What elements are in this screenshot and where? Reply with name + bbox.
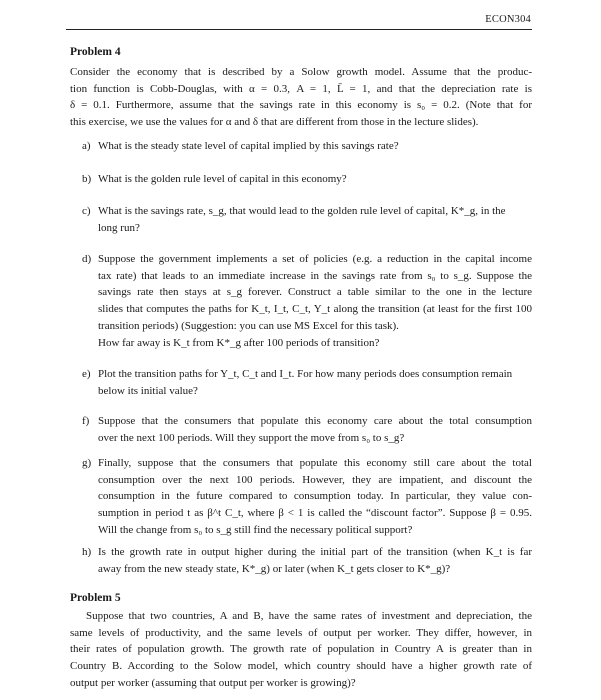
question-line: over the next 100 periods. Will they support the move from s₀ to s_g?	[98, 431, 405, 444]
question-b	[82, 171, 532, 188]
problem-4-heading: Problem 4	[70, 46, 121, 58]
question-a	[82, 138, 532, 155]
question-f	[82, 413, 532, 446]
problem-5-body	[70, 608, 532, 692]
question-d	[82, 251, 532, 351]
question-marker: d)	[82, 253, 92, 265]
intro-line: this exercise, we use the values for α and δ that are different from those in the lecture slides).	[70, 116, 479, 129]
question-line: tax rate) that leads to an immediate increase in the savings rate from s₀ to s_g. Suppose the	[98, 269, 532, 282]
question-line: What is the steady state level of capital implied by this savings rate?	[98, 140, 399, 152]
question-line: Will the change from s₀ to s_g still find the necessary political support?	[98, 523, 413, 536]
question-line: consumption in the future compared to consumption today. In particular, they value con-	[98, 490, 532, 503]
header-rule	[66, 29, 532, 30]
question-line: Suppose the government implements a set of policies (e.g. a reduction in the capital income	[98, 253, 532, 265]
question-line: Suppose that the consumers that populate this economy care about the total consumption	[98, 415, 532, 427]
question-line: savings rate then stays at s_g forever. Construct a table similar to the one in the lecture	[98, 286, 532, 299]
question-marker: g)	[82, 457, 92, 469]
question-g	[82, 455, 532, 539]
problem-4-intro	[70, 64, 532, 131]
question-marker: h)	[82, 546, 92, 558]
question-line: slides that computes the paths for K_t, I_t, C_t, Y_t along the transition (at least for the first 100	[98, 303, 532, 316]
question-line: Finally, suppose that the consumers that populate this economy still care about the total	[98, 457, 532, 469]
question-line: away from the new steady state, K*_g) or later (when K_t gets closer to K*_g)?	[98, 562, 451, 575]
question-line: transition periods) (Suggestion: you can use MS Excel for this task).	[98, 319, 399, 332]
body-line: output per worker (assuming that output per worker is growing)?	[70, 676, 356, 689]
body-line: Country B. According to the Solow model, which country should have a higher growth rate of	[70, 660, 532, 673]
question-line: Plot the transition paths for Y_t, C_t and I_t. For how many periods does consumption remain	[98, 368, 513, 380]
question-c	[82, 203, 532, 236]
question-marker: e)	[82, 368, 91, 380]
question-marker: b)	[82, 173, 92, 185]
question-line: What is the savings rate, s_g, that would lead to the golden rule level of capital, K*_g, in the	[98, 205, 506, 217]
intro-line: Consider the economy that is described by a Solow growth model. Assume that the produc-	[70, 66, 532, 78]
body-line: same levels of productivity, and the same levels of output per worker. They differ, however, in	[70, 626, 532, 639]
question-marker: f)	[82, 415, 90, 427]
body-line: Suppose that two countries, A and B, have the same rates of investment and depreciation, the	[86, 610, 532, 622]
question-h	[82, 544, 532, 577]
question-e	[82, 366, 532, 399]
question-marker: c)	[82, 205, 91, 217]
intro-line: tion function is Cobb-Douglas, with α = 0.3, A = 1, L̄ = 1, and that the depreciation rate is	[70, 82, 532, 95]
question-line: Is the growth rate in output higher during the initial part of the transition (when K_t is far	[98, 546, 532, 558]
question-line: How far away is K_t from K*_g after 100 periods of transition?	[98, 336, 380, 349]
question-line: consumption over the next 100 periods. However, they are impatient, and discount the	[98, 473, 532, 486]
question-line: What is the golden rule level of capital in this economy?	[98, 173, 347, 185]
question-line: long run?	[98, 221, 140, 234]
course-code: ECON304	[485, 14, 531, 25]
intro-line: δ = 0.1. Furthermore, assume that the savings rate in this economy is s₀ = 0.2. (Note that for	[70, 99, 532, 112]
question-line: sumption in period t as β^t C_t, where β < 1 is called the “discount factor”. Suppose β = 0.95.	[98, 507, 532, 520]
problem-5-heading: Problem 5	[70, 592, 121, 604]
question-marker: a)	[82, 140, 91, 152]
question-line: below its initial value?	[98, 384, 198, 397]
body-line: their rates of population growth. The growth rate of population in Country A is greater than in	[70, 643, 532, 656]
